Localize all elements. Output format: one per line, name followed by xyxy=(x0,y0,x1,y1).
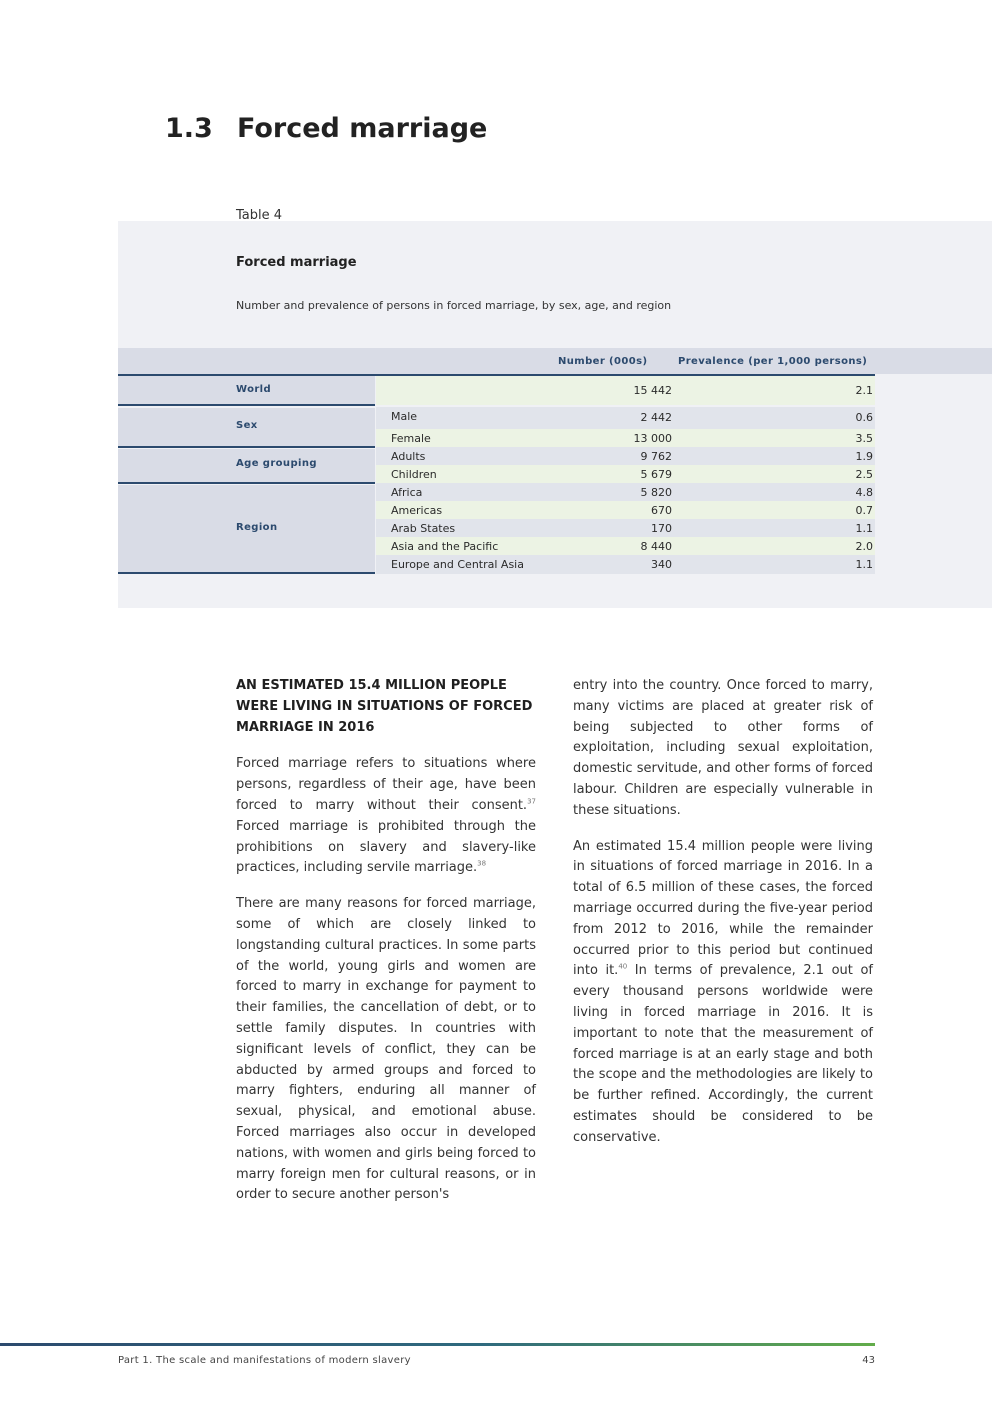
row-prevalence: 1.1 xyxy=(855,558,873,571)
body-column-left xyxy=(236,676,536,1221)
section-title: Forced marriage xyxy=(237,113,488,144)
table-row xyxy=(376,407,875,429)
row-prevalence: 1.9 xyxy=(855,450,873,463)
row-prevalence: 2.5 xyxy=(855,468,873,481)
body-column-right xyxy=(573,676,873,1164)
group-label-world: World xyxy=(236,384,272,395)
row-prevalence: 1.1 xyxy=(855,522,873,535)
table-row xyxy=(376,519,875,537)
row-label: Americas xyxy=(391,504,443,517)
table-subtitle: Number and prevalence of persons in forced marriage, by sex, age, and region xyxy=(236,299,672,312)
paragraph-text: Forced marriage is prohibited through the prohibitions on slavery and slavery-like practices, including servile marriage. xyxy=(236,818,536,876)
row-prevalence: 0.7 xyxy=(855,504,873,517)
row-prevalence: 3.5 xyxy=(855,432,873,445)
footer-text: Part 1. The scale and manifestations of modern slavery xyxy=(118,1355,411,1366)
row-prevalence: 4.8 xyxy=(855,486,873,499)
table-row xyxy=(376,555,875,574)
row-prevalence: 0.6 xyxy=(855,411,873,424)
row-label: Female xyxy=(391,432,431,445)
row-number: 9 762 xyxy=(640,450,672,463)
paragraph-reasons: There are many reasons for forced marriage, some of which are closely linked to longstanding cultural practices. In some parts of the world, young girls and women are forced to marry in exchange for payment to their families, the cancellation of debt, or to settle family disputes. In countries with significant levels of conflict, they can be abducted by armed groups and forced to marry fighters, enduring all manner of sexual, physical, and emotional abuse. Forced marriages also occur in developed nations, with women and girls being forced to marry foreign men for cultural reasons, or in order to secure another person's xyxy=(236,896,536,1203)
row-label: Male xyxy=(391,410,418,423)
row-label: Adults xyxy=(391,450,426,463)
row-number: 5 820 xyxy=(640,486,672,499)
section-number: 1.3 xyxy=(165,113,213,144)
group-label-region: Region xyxy=(236,522,278,533)
group-region xyxy=(118,485,375,574)
group-world xyxy=(118,376,375,406)
row-number: 15 442 xyxy=(633,384,672,397)
row-number: 5 679 xyxy=(640,468,672,481)
row-label: Children xyxy=(391,468,437,481)
row-number: 2 442 xyxy=(640,411,672,424)
column-header-number: Number (000s) xyxy=(558,356,648,367)
table-label: Table 4 xyxy=(236,208,283,223)
row-number: 670 xyxy=(651,504,672,517)
row-label: Europe and Central Asia xyxy=(391,558,524,571)
row-prevalence: 2.1 xyxy=(855,384,873,397)
row-number: 8 440 xyxy=(640,540,672,553)
paragraph-continuation: entry into the country. Once forced to marry, many victims are placed at greater risk of being subjected to other forms of exploitation, including sexual exploitation, domestic servitude, and other forms of forced labour. Children are especially vulnerable in these situations. xyxy=(573,678,873,818)
group-label-age: Age grouping xyxy=(236,458,317,469)
footnote-38: 38 xyxy=(477,860,487,869)
table-row xyxy=(376,483,875,501)
row-label: Asia and the Pacific xyxy=(391,540,499,553)
group-label-sex: Sex xyxy=(236,420,258,431)
row-number: 170 xyxy=(651,522,672,535)
section-heading xyxy=(165,113,487,144)
footer-rule xyxy=(0,1343,875,1346)
page-number: 43 xyxy=(862,1355,875,1366)
table-row xyxy=(376,465,875,483)
table-row xyxy=(376,501,875,519)
paragraph-estimates xyxy=(573,837,873,1149)
table-row xyxy=(376,537,875,555)
paragraph-text: An estimated 15.4 million people were living in situations of forced marriage in 2016. In a total of 6.5 million of these cases, the forced marriage occurred during the five-year period from 2012 to 2016, while the remainder occurred prior to this period but continued into it. xyxy=(573,838,873,979)
row-label: Arab States xyxy=(391,522,456,535)
paragraph-text: Forced marriage refers to situations where persons, regardless of their age, have been forced to marry without their consent. xyxy=(236,756,536,813)
table-row xyxy=(376,429,875,447)
row-number: 340 xyxy=(651,558,672,571)
paragraph-text: In terms of prevalence, 2.1 out of every thousand persons worldwide were living in forced marriage in 2016. It is important to note that the measurement of forced marriage is at an early stage and both the scope and the methodologies are likely to be further refined. Accordingly, the current estimates should be considered to be conservative. xyxy=(573,963,873,1145)
row-prevalence: 2.0 xyxy=(855,540,873,553)
table-row xyxy=(376,447,875,465)
column-header-prevalence: Prevalence (per 1,000 persons) xyxy=(678,356,868,367)
paragraph-definition xyxy=(236,754,536,879)
footnote-37: 37 xyxy=(527,797,536,806)
group-age xyxy=(118,449,375,484)
row-number: 13 000 xyxy=(633,432,672,445)
group-sex xyxy=(118,408,375,448)
table-title: Forced marriage xyxy=(236,255,357,270)
footnote-40: 40 xyxy=(618,963,628,972)
table-row xyxy=(376,376,875,405)
row-label: Africa xyxy=(391,486,423,499)
lead-heading: AN ESTIMATED 15.4 MILLION PEOPLE WERE LIVING IN SITUATIONS OF FORCED MARRIAGE IN 2016 xyxy=(236,678,533,735)
